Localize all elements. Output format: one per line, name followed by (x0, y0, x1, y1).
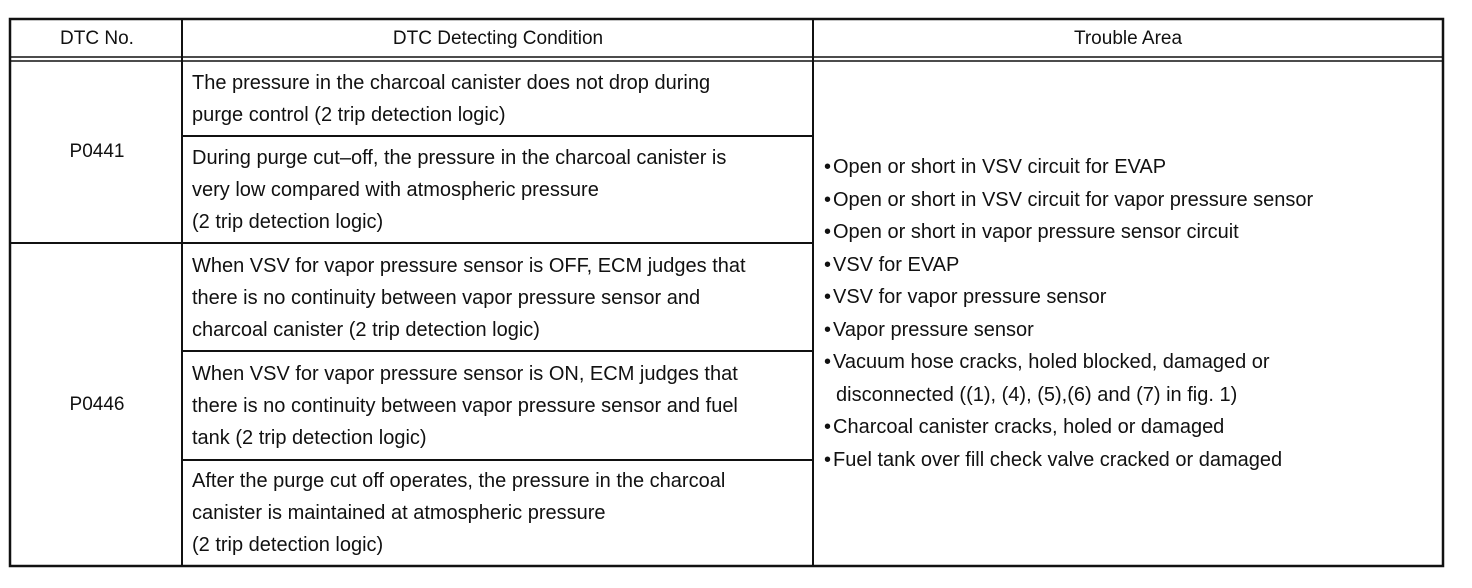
bullet-icon: • (824, 286, 832, 308)
bullet-icon: • (824, 188, 832, 211)
condition-line: During purge cut–off, the pressure in the charcoal canister is (192, 147, 727, 169)
condition-line: canister is maintained at atmospheric pressure (192, 502, 606, 524)
trouble-item: •Open or short in vapor pressure sensor circuit (824, 216, 1442, 249)
condition-cell (183, 461, 813, 565)
trouble-item: •Vapor pressure sensor (824, 314, 1442, 347)
trouble-item: •Fuel tank over fill check valve cracked or damaged (824, 444, 1442, 477)
trouble-item: •Charcoal canister cracks, holed or damaged (824, 411, 1442, 444)
condition-line: When VSV for vapor pressure sensor is ON, ECM judges that (192, 363, 738, 385)
condition-line: (2 trip detection logic) (192, 534, 384, 556)
header-detecting-condition: DTC Detecting Condition (392, 28, 604, 49)
trouble-item: •Open or short in VSV circuit for vapor pressure sensor (824, 184, 1442, 217)
header-dtc-no: DTC No. (60, 28, 134, 49)
condition-line: purge control (2 trip detection logic) (192, 104, 506, 126)
bullet-icon: • (824, 351, 832, 373)
condition-cell (183, 137, 813, 243)
bullet-icon: • (824, 156, 832, 178)
condition-line: When VSV for vapor pressure sensor is OFF, ECM judges that (192, 254, 746, 277)
condition-cell (183, 244, 813, 351)
trouble-area-list (814, 62, 1442, 565)
condition-line: tank (2 trip detection logic) (192, 427, 427, 449)
dtc-code: P0441 (69, 141, 125, 162)
condition-line: After the purge cut off operates, the pressure in the charcoal (192, 470, 726, 492)
condition-line: there is no continuity between vapor pressure sensor and fuel (192, 395, 738, 417)
bullet-icon: • (824, 448, 832, 471)
condition-cell (183, 62, 813, 136)
bullet-icon: • (824, 318, 832, 341)
condition-line: very low compared with atmospheric pressure (192, 179, 599, 201)
condition-line: there is no continuity between vapor pressure sensor and (192, 286, 701, 309)
condition-line: The pressure in the charcoal canister does not drop during (192, 72, 711, 94)
bullet-icon: • (824, 253, 832, 276)
dtc-code: P0446 (69, 393, 125, 415)
condition-cell (183, 352, 813, 460)
trouble-item: •Open or short in VSV circuit for EVAP (824, 151, 1442, 184)
trouble-item: •Vacuum hose cracks, holed blocked, damaged or (824, 346, 1442, 379)
trouble-item: •VSV for EVAP (824, 249, 1442, 282)
header-trouble-area: Trouble Area (1073, 28, 1183, 49)
trouble-item-continuation: disconnected ((1), (4), (5),(6) and (7) in fig. 1) (836, 383, 1238, 406)
trouble-item: •VSV for vapor pressure sensor (824, 281, 1442, 314)
bullet-icon: • (824, 416, 832, 438)
condition-line: (2 trip detection logic) (192, 211, 384, 233)
condition-line: charcoal canister (2 trip detection logic) (192, 318, 540, 341)
bullet-icon: • (824, 221, 832, 243)
